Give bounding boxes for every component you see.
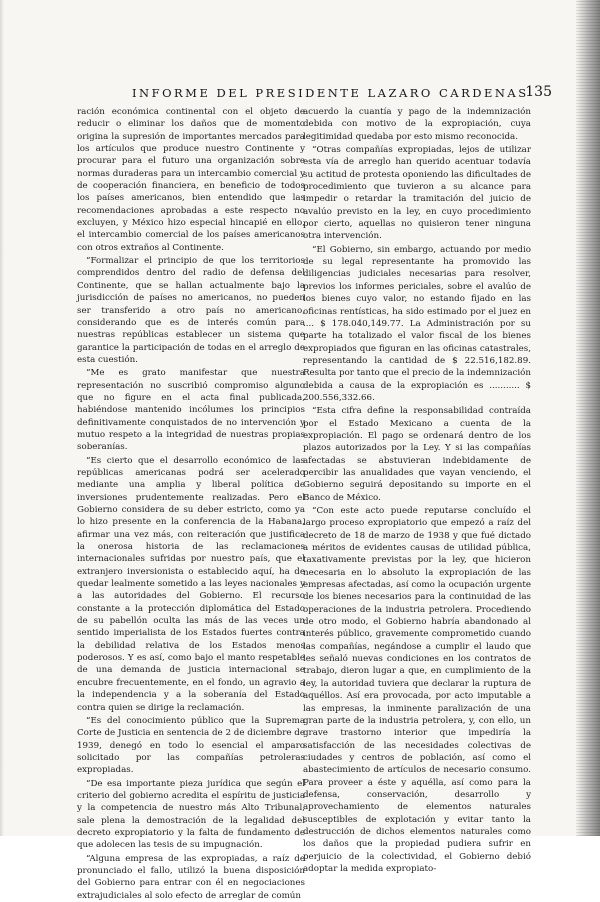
paragraph: “Me es grato manifestar que nuestra representación no suscribió compromiso alguno que no figure en el acta final publicada, habiéndose mantenido incólumes los principios definitivamente conquistados de no intervención y mutuo respeto a la integridad de nuestras propias soberanías. [77, 368, 305, 453]
paragraph: “Con este acto puede reputarse concluído el largo proceso expropiatorio que empezó a raíz del decreto de 18 de marzo de 1938 y que fué dictado a méritos de evidentes causas de utilidad pública, taxativamente previstas por la ley, que hicieron necesaria en lo absoluto la expropiación de las empresas afectadas, así como la ocupación urgente de los bienes necesarios para la continuidad de las operaciones de la industria petrolera. Procediendo de otro modo, el Gobierno habría abandonado al interés público, gravemente comprometido cuando las compañías, negándose a cumplir el laudo que les señaló nuevas condiciones en los contratos de trabajo, dieron lugar a que, en cumplimiento de la ley, la autoridad tuviera que declarar la ruptura de aquéllos. Así era provocada, por acto imputable a las empresas, la inminente paralización de una gran parte de la industria petrolera, y, con ello, un grave trastorno interior que impediría la satisfacción de las necesidades colectivas de ciudades y centros de población, así como el abastecimiento de artículos de necesario consumo. Para proveer a éste y aquélla, así como para la defensa, conservación, desarrollo y aprovechamiento de elementos naturales susceptibles de explotación y evitar tanto la destrucción de dichos elementos naturales como los daños que la propiedad pudiera sufrir en perjuicio de la colectividad, el Gobierno debió adoptar la medida expropiato- [303, 506, 531, 874]
paragraph: “Formalizar el principio de que los territorios comprendidos dentro del radio de defensa del Continente, que se hallan actualmente bajo la jurisdicción de países no americanos, no pueden ser transferido a otro país no americano, considerando que es de interés común para nuestras repúblicas establecer un sistema que garantice la participación de todas en el arreglo de esta cuestión. [77, 256, 305, 365]
paragraph: ración económica continental con el objeto de reducir o eliminar los daños que de momento origina la supresión de importantes mercados para los artículos que produce nuestro Continente y procurar para el futuro una organización sobre normas duraderas para un intercambio comercial y de cooperación financiera, en beneficio de todos los países americanos, bien entendido que las recomendaciones aprobadas a este respecto no excluyen, y México hizo especial hincapié en ello, el intercambio comercial de los países americanos con otros extraños al Continente. [77, 107, 305, 253]
left-text-column [77, 106, 305, 902]
paragraph: “Alguna empresa de las expropiadas, a raíz de pronunciado el fallo, utilizó la buena disposición del Gobierno para entrar con él en negociaciones extrajudiciales al solo efecto de arreglar de común [77, 853, 305, 901]
right-text-column [303, 106, 531, 875]
paragraph: “Es cierto que el desarrollo económico de las repúblicas americanas podrá ser acelerado mediante una amplia y liberal política de inversiones prudentemente realizadas. Pero el Gobierno considera de su deber estricto, como ya lo hizo presente en la conferencia de la Habana, afirmar una vez más, con reiteración que justifica la onerosa historia de las reclamaciones internacionales sufridas por nuestro país, que el extranjero inversionista o establecido aquí, ha de quedar lealmente sometido a las leyes nacionales y a las autoridades del Gobierno. El recurso constante a la protección diplomática del Estado de su pabellón oculta las más de las veces un sentido imperialista de los Estados fuertes contra la debilidad relativa de los Estados menos poderosos. Y es así, como bajo el manto respetable de una demanda de justicia internacional se encubre frecuentemente, en el fondo, un agravio a la independencia y a la soberanía del Estado contra quien se dirige la reclamación. [77, 455, 305, 713]
paragraph: “El Gobierno, sin embargo, actuando por medio de su legal representante ha promovido las diligencias judiciales necesarias para resolver, previos los informes periciales, sobre el avalúo de los bienes cuyo valor, no estando fijado en las oficinas rentísticas, ha sido estimado por el juez en .... $ 178.040,149.77. La Administración por su parte ha totalizado el valor fiscal de los bienes expropiados que figuran en las oficinas catastrales, representando la cantidad de $ 22.516,182.89. Resulta por tanto que el precio de la indemnización debida a causa de la expropiación es ........... $ 200.556,332.66. [303, 244, 531, 403]
running-header [56, 86, 552, 102]
paragraph: “Otras compañías expropiadas, lejos de utilizar esta vía de arreglo han querido acentuar todavía su actitud de protesta oponiendo las dificultades de procedimiento que tuvieron a su alcance para impedir o retardar la tramitación del juicio de avalúo previsto en la ley, en cuyo procedimiento por cierto, aquellas no quisieron tener ninguna otra intervención. [303, 145, 532, 242]
paragraph: “Es del conocimiento público que la Suprema Corte de Justicia en sentencia de 2 de diciembre de 1939, denegó en todo lo esencial el amparo solicitado por las compañías petroleras expropiadas. [77, 715, 305, 776]
running-header-title: INFORME DEL PRESIDENTE LAZARO CARDENAS [132, 86, 529, 100]
paragraph: “De esa importante pieza jurídica que según el criterio del gobierno acredita el espíritu de justicia y la competencia de nuestro más Alto Tribunal, sale plena la demostración de la legalidad del decreto expropiatorio y la falta de fundamento de que adolecen las tesis de su impugnación. [77, 778, 305, 851]
paragraph: “Esta cifra define la responsabilidad contraída por el Estado Mexicano a cuenta de la expropiación. El pago se ordenará dentro de los plazos autorizados por la Ley. Y si las compañías afectadas se abstuvieran indebidamente de percibir las anualidades que vayan venciendo, el Gobierno seguirá depositando su importe en el Banco de México. [303, 406, 531, 503]
paragraph: acuerdo la cuantía y pago de la indemnización debida con motivo de la expropiación, cuya legitimidad quedaba por esto mismo reconocida. [303, 107, 531, 142]
binding-edge-shadow [576, 0, 600, 836]
page-number: 135 [525, 84, 552, 100]
page-left-edge-shadow [0, 0, 4, 836]
